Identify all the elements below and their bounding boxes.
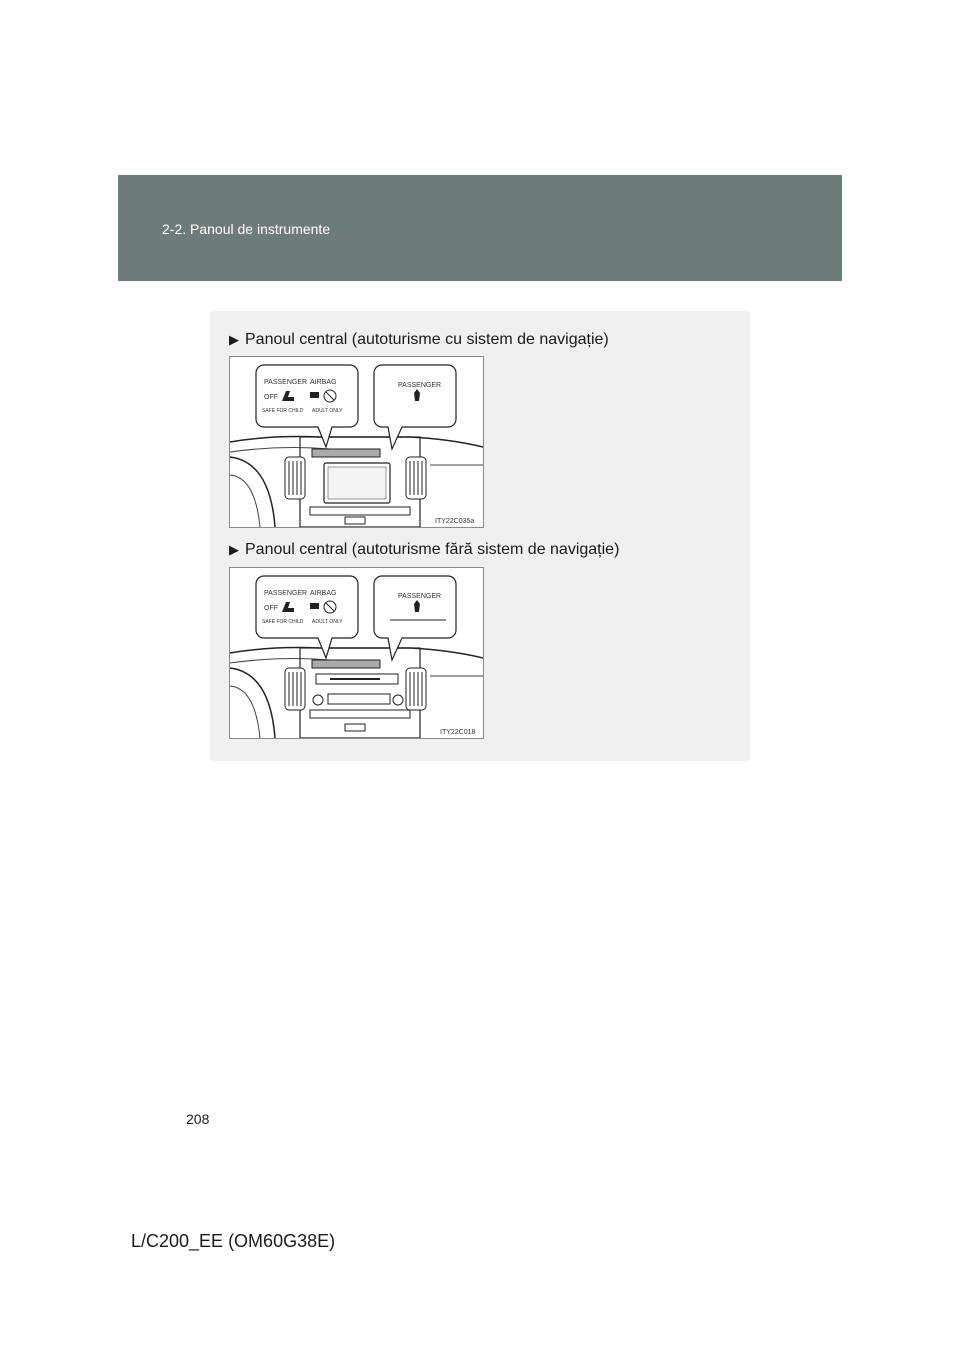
callout-passenger-label: PASSENGER — [264, 379, 308, 386]
dashboard-illustration — [230, 568, 483, 738]
section-title: 2-2. Panoul de instrumente — [162, 221, 331, 237]
figure-code: ITY22C018 — [440, 729, 476, 736]
dashboard-illustration — [230, 357, 483, 527]
page-number: 208 — [186, 1111, 210, 1127]
triangle-bullet-icon: ▶ — [229, 542, 239, 557]
callout-off-label: OFF — [264, 394, 278, 401]
triangle-bullet-icon: ▶ — [229, 332, 239, 347]
indicator-light-icon — [310, 603, 319, 609]
item-heading-text: Panoul central (autoturisme fără sistem de navigație) — [245, 541, 620, 558]
callout-adult-label: ADULT ONLY — [312, 619, 343, 625]
figure-center-panel-navigation — [229, 356, 484, 528]
document-code: L/C200_EE (OM60G38E) — [131, 1231, 336, 1251]
callout-adult-label: ADULT ONLY — [312, 408, 343, 414]
figure-code: ITY22C035a — [435, 518, 475, 525]
callout-airbag-label: AIRBAG — [310, 590, 337, 597]
item-heading-no-navigation — [229, 541, 619, 559]
callout-passenger-label: PASSENGER — [264, 590, 308, 597]
callout-safe-label: SAFE FOR CHILD — [262, 619, 304, 625]
figure-center-panel-no-navigation — [229, 567, 484, 739]
callout-safe-label: SAFE FOR CHILD — [262, 408, 304, 414]
callout-off-label: OFF — [264, 605, 278, 612]
item-heading-navigation — [229, 331, 609, 349]
callout-passenger-right-label: PASSENGER — [398, 382, 442, 389]
callout-passenger-right-label: PASSENGER — [398, 593, 442, 600]
item-heading-text: Panoul central (autoturisme cu sistem de navigație) — [245, 331, 609, 348]
indicator-light-icon — [310, 392, 319, 398]
callout-airbag-label: AIRBAG — [310, 379, 337, 386]
